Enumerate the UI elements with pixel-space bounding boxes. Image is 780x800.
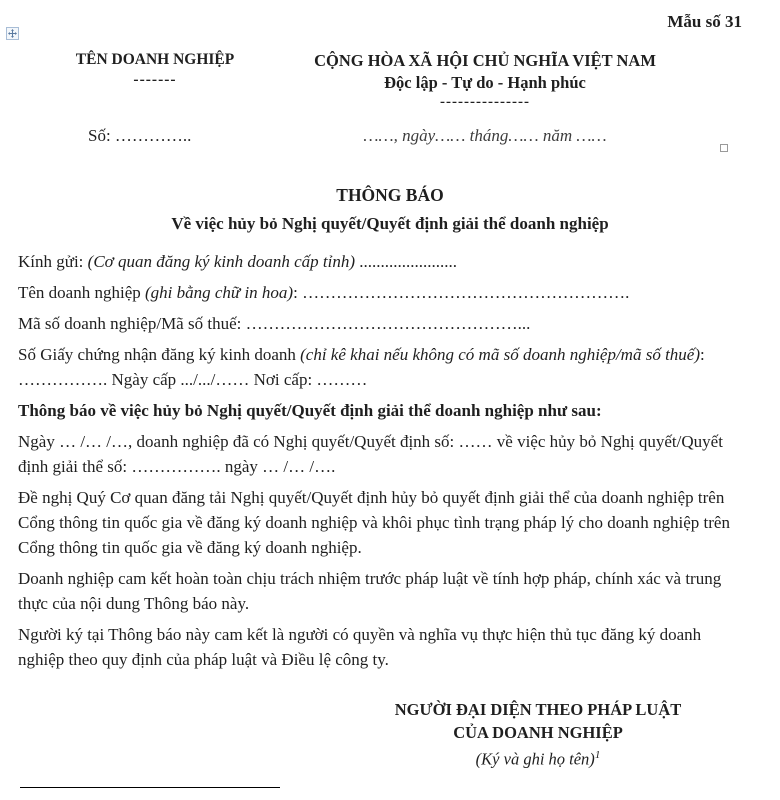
enterprise-name-line — [18, 280, 744, 305]
request-paragraph: Đề nghị Quý Cơ quan đăng tải Nghị quyết/Quyết định hủy bỏ quyết định giải thể của doanh nghiệp trên Cổng thông tin quốc gia về đăng ký doanh nghiệp và khôi phục tình trạng pháp lý cho doanh nghiệp trên Cổng thông tin quốc gia về đăng ký doanh nghiệp. — [18, 488, 730, 557]
national-motto: Độc lập - Tự do - Hạnh phúc — [384, 73, 586, 92]
resolution-date-paragraph: Ngày … /… /…, doanh nghiệp đã có Nghị quyết/Quyết định số: …… về việc hủy bỏ Nghị quyết/Quyết định giải thể số: ……………. ngày … /… /…. — [18, 432, 723, 476]
certificate-note: (chỉ kê khai nếu không có mã số doanh nghiệp/mã số thuế) — [300, 345, 701, 364]
document-subtitle: Về việc hủy bỏ Nghị quyết/Quyết định giải thể doanh nghiệp — [171, 214, 609, 233]
signer-commitment-paragraph: Người ký tại Thông báo này cam kết là người có quyền và nghĩa vụ thực hiện thủ tục đăng ký doanh nghiệp theo quy định của pháp luật và Điều lệ công ty. — [18, 625, 702, 669]
form-number: Mẫu số 31 — [667, 12, 742, 31]
national-motto-block — [295, 50, 675, 110]
signature-block — [352, 698, 724, 771]
recipient-dots: ....................... — [359, 252, 458, 271]
signature-instruction — [352, 744, 724, 771]
document-title: THÔNG BÁO — [336, 185, 444, 205]
certificate-label: Số Giấy chứng nhận đăng ký kinh doanh — [18, 345, 301, 364]
certificate-dots: : ……………. Ngày cấp .../.../…… Nơi cấp: ……… — [18, 345, 705, 389]
signer-role-line1: NGƯỜI ĐẠI DIỆN THEO PHÁP LUẬT — [394, 700, 682, 719]
date-place-field: ……, ngày…… tháng…… năm …… — [363, 126, 607, 145]
move-handle-icon[interactable] — [6, 27, 19, 40]
tax-code-line: Mã số doanh nghiệp/Mã số thuế: …………………………………………... — [18, 314, 531, 333]
national-motto-divider: --------------- — [440, 94, 530, 110]
enterprise-name-note: (ghi bằng chữ in hoa) — [145, 283, 294, 302]
company-name-divider: ------- — [133, 71, 177, 88]
signer-role-line2: CỦA DOANH NGHIỆP — [453, 723, 623, 742]
national-title: CỘNG HÒA XÃ HỘI CHỦ NGHĨA VIỆT NAM — [314, 51, 656, 70]
enterprise-name-dots: : …………………………………………………. — [293, 283, 630, 302]
commitment-paragraph: Doanh nghiệp cam kết hoàn toàn chịu trách nhiệm trước pháp luật về tính hợp pháp, chính xác và trung thực của nội dung Thông báo này. — [18, 569, 722, 613]
move-arrows-icon — [8, 29, 17, 38]
document-number-field: Số: ………….. — [88, 126, 192, 145]
enterprise-name-label: Tên doanh nghiệp — [18, 283, 145, 302]
recipient-authority: (Cơ quan đăng ký kinh doanh cấp tỉnh) — [87, 252, 360, 271]
company-name-label: TÊN DOANH NGHIỆP — [75, 51, 235, 68]
resize-handle[interactable] — [720, 144, 728, 152]
recipient-label: Kính gửi: — [18, 252, 88, 271]
footnote-separator — [20, 787, 280, 788]
signature-instruction-text: (Ký và ghi họ tên) — [475, 749, 595, 769]
document-body — [18, 249, 744, 678]
announcement-statement: Thông báo về việc hủy bỏ Nghị quyết/Quyết định giải thể doanh nghiệp như sau: — [18, 401, 602, 420]
recipient-line — [18, 249, 744, 274]
footnote-reference: 1 — [594, 749, 601, 761]
certificate-line — [18, 342, 744, 392]
company-name-block — [40, 50, 270, 90]
